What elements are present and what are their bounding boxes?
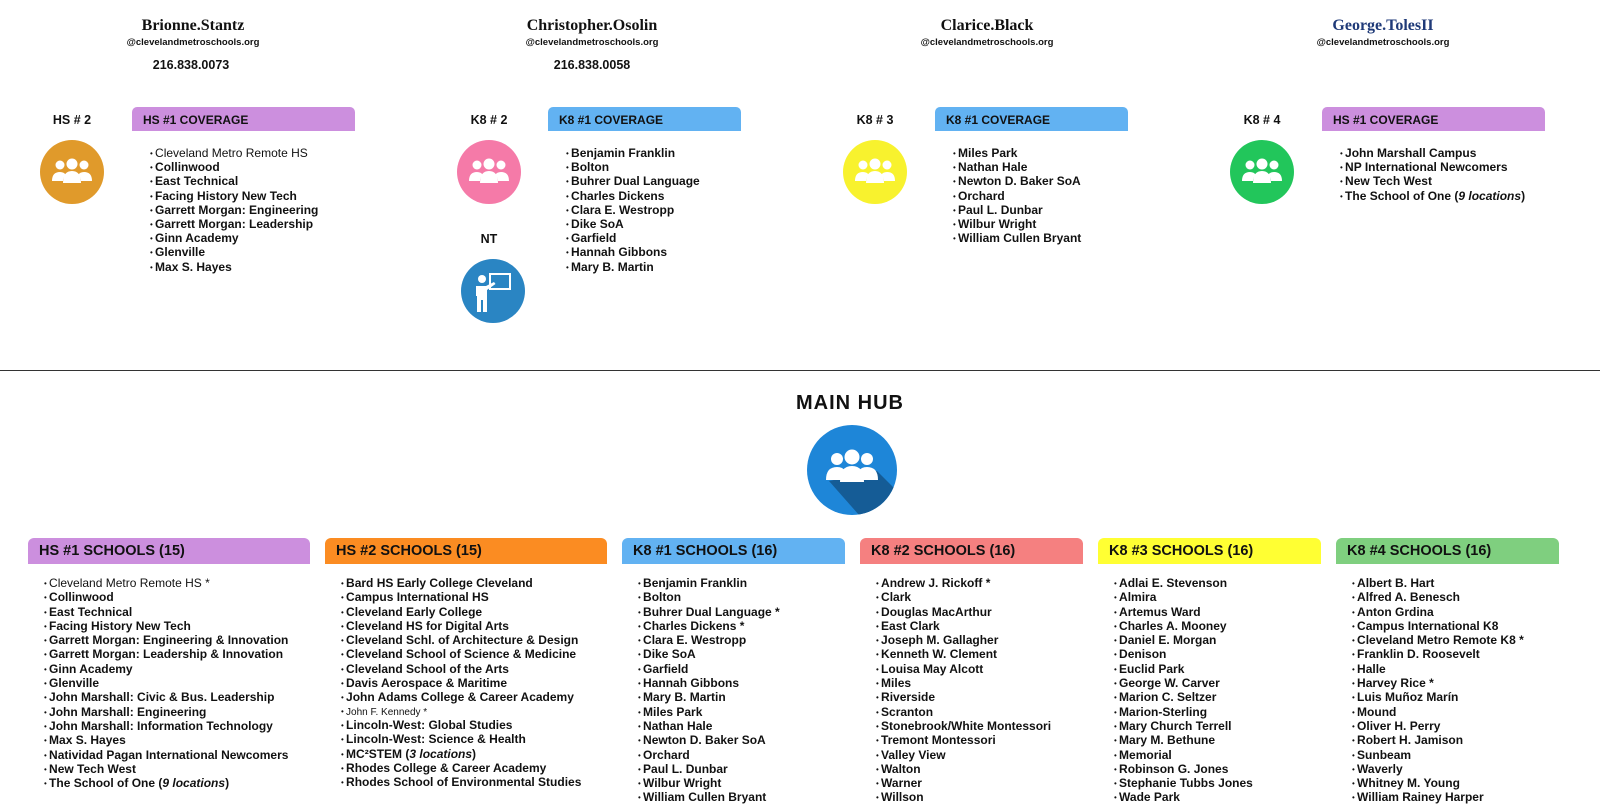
- list-item: • Cleveland Metro Remote HS: [150, 147, 318, 161]
- coverage-header: K8 #1 COVERAGE: [935, 107, 1128, 131]
- list-item: • Adlai E. Stevenson: [1114, 577, 1253, 591]
- list-item: • Luis Muñoz Marín: [1352, 691, 1524, 705]
- list-item: • Daniel E. Morgan: [1114, 634, 1253, 648]
- list-item: • Euclid Park: [1114, 663, 1253, 677]
- list-item: • East Technical: [150, 175, 318, 189]
- list-item: • Memorial: [1114, 749, 1253, 763]
- list-item: • Tremont Montessori: [876, 734, 1051, 748]
- list-item: • Ginn Academy: [44, 663, 288, 677]
- list-item: • Almira: [1114, 591, 1253, 605]
- list-item: • Albert B. Hart: [1352, 577, 1524, 591]
- list-item: • John F. Kennedy *: [341, 706, 581, 719]
- list-item: • John Marshall Campus: [1340, 147, 1525, 161]
- coverage-list: [150, 147, 318, 275]
- list-item: • Wilbur Wright: [953, 218, 1081, 232]
- list-item: • Marion-Sterling: [1114, 706, 1253, 720]
- team-icon: [457, 140, 521, 204]
- list-item: • Orchard: [638, 749, 780, 763]
- list-item: • Oliver H. Perry: [1352, 720, 1524, 734]
- list-item: • Clark: [876, 591, 1051, 605]
- list-item: • Charles A. Mooney: [1114, 620, 1253, 634]
- list-item: • Garfield: [566, 232, 700, 246]
- team-icon: [40, 140, 104, 204]
- group-list: [1114, 577, 1253, 806]
- list-item: • Louisa May Alcott: [876, 663, 1051, 677]
- list-item: • Natividad Pagan International Newcomers: [44, 749, 288, 763]
- list-item: • Mary B. Martin: [638, 691, 780, 705]
- list-item: • Lincoln-West: Science & Health: [341, 733, 581, 747]
- staff-name: Clarice.Black: [940, 17, 1034, 34]
- list-item: • Douglas MacArthur: [876, 606, 1051, 620]
- list-item: • Mary M. Bethune: [1114, 734, 1253, 748]
- group-list: [341, 577, 581, 790]
- coverage-list: [953, 147, 1081, 246]
- list-item: • John Marshall: Engineering: [44, 706, 288, 720]
- section-divider: [0, 370, 1600, 371]
- coverage-list: [1340, 147, 1525, 204]
- coverage-header: K8 #1 COVERAGE: [548, 107, 741, 131]
- staff-phone: 216.838.0058: [553, 58, 631, 72]
- staff-email: @clevelandmetroschools.org: [525, 37, 659, 48]
- coverage-header: HS #1 COVERAGE: [132, 107, 355, 131]
- list-item: • Nathan Hale: [638, 720, 780, 734]
- group-header: K8 #2 SCHOOLS (16): [860, 538, 1083, 564]
- list-item: • Marion C. Seltzer: [1114, 691, 1253, 705]
- list-item: • Campus International HS: [341, 591, 581, 605]
- list-item: • Paul L. Dunbar: [638, 763, 780, 777]
- staff-email: @clevelandmetroschools.org: [1316, 37, 1450, 48]
- list-item: • Benjamin Franklin: [638, 577, 780, 591]
- list-item: • Dike SoA: [566, 218, 700, 232]
- list-item: • William Cullen Bryant: [638, 791, 780, 805]
- group-header: HS #2 SCHOOLS (15): [325, 538, 607, 564]
- list-item: • Cleveland School of Science & Medicine: [341, 648, 581, 662]
- list-item: • John Marshall: Civic & Bus. Leadership: [44, 691, 288, 705]
- group-header: K8 #1 SCHOOLS (16): [622, 538, 845, 564]
- list-item: • Newton D. Baker SoA: [638, 734, 780, 748]
- team-label: K8 # 3: [856, 113, 894, 127]
- list-item: • Scranton: [876, 706, 1051, 720]
- list-item: • Mary Church Terrell: [1114, 720, 1253, 734]
- list-item: • John Marshall: Information Technology: [44, 720, 288, 734]
- list-item: • Nathan Hale: [953, 161, 1081, 175]
- list-item: • Buhrer Dual Language: [566, 175, 700, 189]
- list-item: • Facing History New Tech: [44, 620, 288, 634]
- list-item: • George W. Carver: [1114, 677, 1253, 691]
- list-item: • Garrett Morgan: Leadership: [150, 218, 318, 232]
- staff-name: Brionne.Stantz: [141, 17, 245, 34]
- list-item: • Davis Aerospace & Maritime: [341, 677, 581, 691]
- list-item: • Charles Dickens: [566, 190, 700, 204]
- group-list: [44, 577, 288, 791]
- list-item: • Cleveland Schl. of Architecture & Design: [341, 634, 581, 648]
- list-item: • Kenneth W. Clement: [876, 648, 1051, 662]
- list-item: • Rhodes School of Environmental Studies: [341, 776, 581, 790]
- list-item: • Newton D. Baker SoA: [953, 175, 1081, 189]
- nt-label: NT: [480, 232, 498, 246]
- team-label: K8 # 2: [470, 113, 508, 127]
- hub-title: MAIN HUB: [796, 392, 904, 414]
- group-header: HS #1 SCHOOLS (15): [28, 538, 310, 564]
- list-item: • New Tech West: [44, 763, 288, 777]
- list-item: • Miles Park: [638, 706, 780, 720]
- list-item: • Robinson G. Jones: [1114, 763, 1253, 777]
- staff-email: @clevelandmetroschools.org: [126, 37, 260, 48]
- list-item: • Garrett Morgan: Leadership & Innovation: [44, 648, 288, 662]
- list-item: • Wade Park: [1114, 791, 1253, 805]
- list-item: • Benjamin Franklin: [566, 147, 700, 161]
- team-label: HS # 2: [52, 113, 92, 127]
- list-item: • Cleveland School of the Arts: [341, 663, 581, 677]
- list-item: • Cleveland Metro Remote K8 *: [1352, 634, 1524, 648]
- coverage-header: HS #1 COVERAGE: [1322, 107, 1545, 131]
- list-item: • John Adams College & Career Academy: [341, 691, 581, 705]
- list-item: • Collinwood: [44, 591, 288, 605]
- list-item: • Clara E. Westropp: [638, 634, 780, 648]
- list-item: • Rhodes College & Career Academy: [341, 762, 581, 776]
- list-item: • Miles: [876, 677, 1051, 691]
- list-item: • Campus International K8: [1352, 620, 1524, 634]
- list-item: • Cleveland Metro Remote HS *: [44, 577, 288, 591]
- list-item: • The School of One (9 locations): [1340, 190, 1525, 204]
- list-item: • Joseph M. Gallagher: [876, 634, 1051, 648]
- list-item: • Bard HS Early College Cleveland: [341, 577, 581, 591]
- list-item: • Whitney M. Young: [1352, 777, 1524, 791]
- list-item: • Hannah Gibbons: [566, 246, 700, 260]
- group-list: [1352, 577, 1524, 806]
- coverage-list: [566, 147, 700, 275]
- list-item: • Max S. Hayes: [150, 261, 318, 275]
- list-item: • Bolton: [566, 161, 700, 175]
- list-item: • Cleveland Early College: [341, 606, 581, 620]
- list-item: • The School of One (9 locations): [44, 777, 288, 791]
- group-header: K8 #4 SCHOOLS (16): [1336, 538, 1559, 564]
- list-item: • Hannah Gibbons: [638, 677, 780, 691]
- list-item: • Garrett Morgan: Engineering & Innovation: [44, 634, 288, 648]
- group-list: [876, 577, 1051, 806]
- list-item: • NP International Newcomers: [1340, 161, 1525, 175]
- list-item: • William Cullen Bryant: [953, 232, 1081, 246]
- list-item: • Ginn Academy: [150, 232, 318, 246]
- list-item: • Stephanie Tubbs Jones: [1114, 777, 1253, 791]
- list-item: • Warner: [876, 777, 1051, 791]
- list-item: • Clara E. Westropp: [566, 204, 700, 218]
- list-item: • Franklin D. Roosevelt: [1352, 648, 1524, 662]
- staff-email: @clevelandmetroschools.org: [920, 37, 1054, 48]
- team-icon: [1230, 140, 1294, 204]
- list-item: • Orchard: [953, 190, 1081, 204]
- list-item: • Wilbur Wright: [638, 777, 780, 791]
- list-item: • Glenville: [150, 246, 318, 260]
- group-list: [638, 577, 780, 806]
- list-item: • Mary B. Martin: [566, 261, 700, 275]
- list-item: • Collinwood: [150, 161, 318, 175]
- list-item: • MC²STEM (3 locations): [341, 748, 581, 762]
- list-item: • Stonebrook/White Montessori: [876, 720, 1051, 734]
- list-item: • Alfred A. Benesch: [1352, 591, 1524, 605]
- teacher-icon: [461, 259, 525, 323]
- list-item: • Glenville: [44, 677, 288, 691]
- list-item: • Garrett Morgan: Engineering: [150, 204, 318, 218]
- team-icon: [843, 140, 907, 204]
- list-item: • Charles Dickens *: [638, 620, 780, 634]
- list-item: • New Tech West: [1340, 175, 1525, 189]
- list-item: • Paul L. Dunbar: [953, 204, 1081, 218]
- list-item: • Walton: [876, 763, 1051, 777]
- list-item: • Riverside: [876, 691, 1051, 705]
- list-item: • East Technical: [44, 606, 288, 620]
- staff-phone: 216.838.0073: [152, 58, 230, 72]
- list-item: • Valley View: [876, 749, 1051, 763]
- list-item: • Sunbeam: [1352, 749, 1524, 763]
- list-item: • Dike SoA: [638, 648, 780, 662]
- list-item: • Mound: [1352, 706, 1524, 720]
- list-item: • Willson: [876, 791, 1051, 805]
- list-item: • Harvey Rice *: [1352, 677, 1524, 691]
- list-item: • Halle: [1352, 663, 1524, 677]
- list-item: • Buhrer Dual Language *: [638, 606, 780, 620]
- list-item: • Artemus Ward: [1114, 606, 1253, 620]
- hub-team-icon: [807, 425, 897, 515]
- staff-name: Christopher.Osolin: [526, 17, 658, 34]
- list-item: • Max S. Hayes: [44, 734, 288, 748]
- list-item: • Miles Park: [953, 147, 1081, 161]
- list-item: • Denison: [1114, 648, 1253, 662]
- list-item: • Robert H. Jamison: [1352, 734, 1524, 748]
- list-item: • East Clark: [876, 620, 1051, 634]
- list-item: • Facing History New Tech: [150, 190, 318, 204]
- list-item: • Andrew J. Rickoff *: [876, 577, 1051, 591]
- group-header: K8 #3 SCHOOLS (16): [1098, 538, 1321, 564]
- team-label: K8 # 4: [1243, 113, 1281, 127]
- list-item: • Cleveland HS for Digital Arts: [341, 620, 581, 634]
- list-item: • Bolton: [638, 591, 780, 605]
- list-item: • Waverly: [1352, 763, 1524, 777]
- staff-name: George.TolesII: [1332, 17, 1434, 34]
- list-item: • Garfield: [638, 663, 780, 677]
- list-item: • Anton Grdina: [1352, 606, 1524, 620]
- list-item: • William Rainey Harper: [1352, 791, 1524, 805]
- list-item: • Lincoln-West: Global Studies: [341, 719, 581, 733]
